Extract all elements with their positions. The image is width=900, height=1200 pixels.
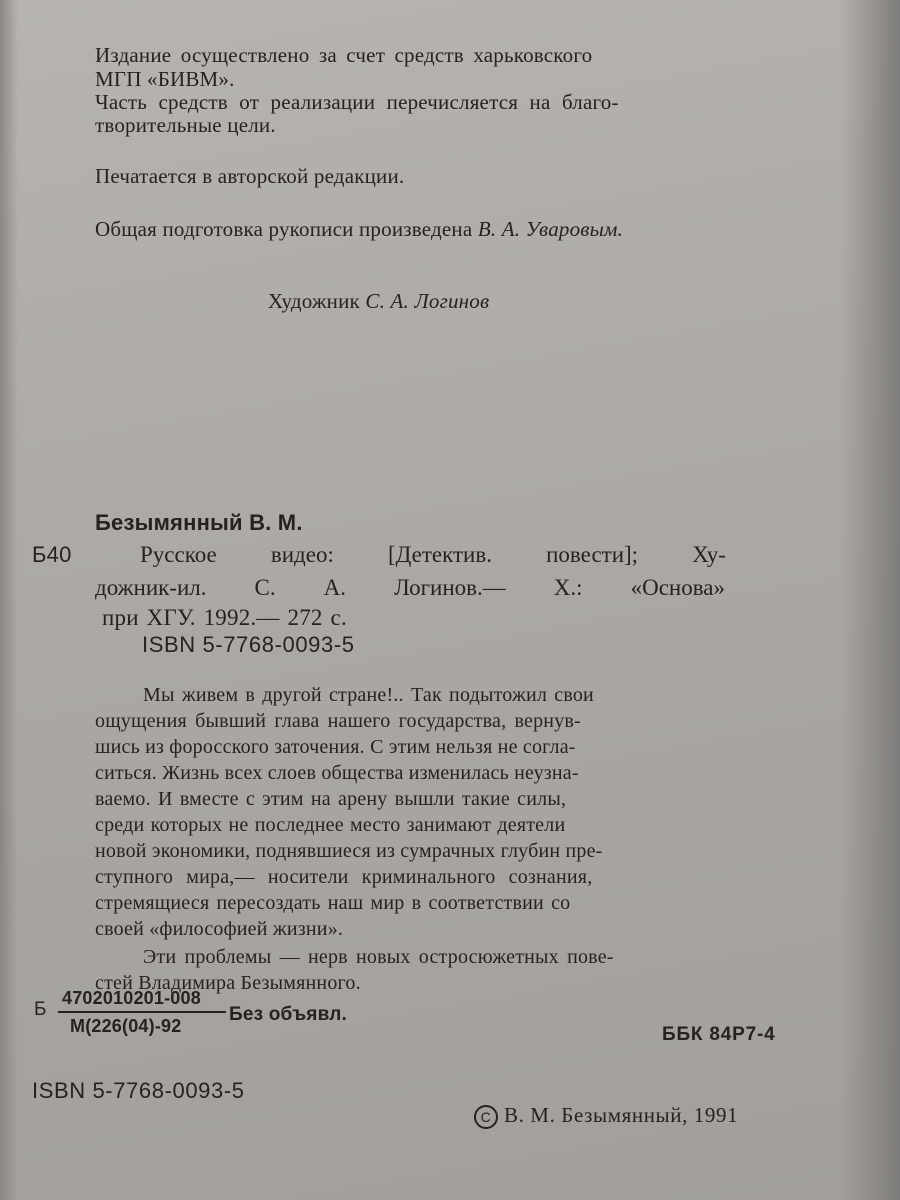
funding-line-1: Издание осуществлено за счет средств харьковского <box>95 43 593 67</box>
annotation-line: ваемо. И вместе с этим на арену вышли такие силы, <box>95 788 567 810</box>
copyright-line <box>474 1102 738 1129</box>
catalog-line-1-word: [Детектив. <box>388 542 492 567</box>
catalog-author: Безымянный В. М. <box>95 510 303 535</box>
annotation-line: своей «философией жизни». <box>95 918 344 940</box>
annotation-line: ступного мира,— носители криминального сознания, <box>95 866 593 888</box>
footer-denominator: М(226(04)-92 <box>70 1016 182 1036</box>
artist-label: Художник <box>268 289 360 313</box>
annotation-line: Мы живем в другой стране!.. Так подытожил свои <box>143 684 594 706</box>
catalog-line-1-word: повести]; <box>546 542 639 567</box>
footer-letter: Б <box>34 999 47 1020</box>
annotation-line: ситься. Жизнь всех слоев общества изменилась неузна- <box>95 762 579 784</box>
catalog-line-1-word: Ху- <box>692 542 726 567</box>
charity-line-2: творительные цели. <box>95 113 276 137</box>
catalog-index: Б40 <box>32 542 72 567</box>
footer-no-ad: Без объявл. <box>229 1004 347 1025</box>
footer-isbn: ISBN 5-7768-0093-5 <box>32 1078 245 1103</box>
copyright-text: В. М. Безымянный, 1991 <box>504 1103 739 1127</box>
annotation-line: стремящиеся пересоздать наш мир в соответствии со <box>95 892 571 914</box>
annotation-line: Эти проблемы — нерв новых остросюжетных пове- <box>143 946 614 968</box>
charity-line-1: Часть средств от реализации перечисляется на благо- <box>95 90 619 114</box>
annotation-line: шись из форосского заточения. С этим нельзя не согла- <box>95 736 576 758</box>
manuscript-prep-line <box>95 216 623 242</box>
catalog-line-1 <box>140 542 726 568</box>
annotation-line: новой экономики, поднявшиеся из сумрачных глубин пре- <box>95 840 603 862</box>
catalog-line-2-word: «Основа» <box>630 575 725 600</box>
artist-credit <box>268 288 489 314</box>
page-right-shadow <box>840 0 900 1200</box>
footer-numerator: 4702010201-008 <box>62 988 201 1008</box>
copyright-icon: C <box>474 1105 498 1129</box>
catalog-line-2 <box>95 575 725 601</box>
catalog-line-3: при ХГУ. 1992.— 272 с. <box>102 605 347 630</box>
catalog-line-2-word: Логинов.— <box>394 575 506 600</box>
editorial-note: Печатается в авторской редакции. <box>95 164 405 188</box>
catalog-line-2-word: А. <box>323 575 347 600</box>
funding-line-2: МГП «БИВМ». <box>95 67 235 91</box>
catalog-line-1-word: видео: <box>270 542 334 567</box>
catalog-line-1-word: Русское <box>140 542 217 567</box>
catalog-isbn: ISBN 5-7768-0093-5 <box>142 632 355 657</box>
catalog-line-2-word: дожник-ил. <box>95 575 207 600</box>
manuscript-prep-prefix: Общая подготовка рукописи произведена <box>95 217 473 241</box>
annotation-line: ощущения бывший глава нашего государства, вернув- <box>95 710 581 732</box>
annotation-line: стей Владимира Безымянного. <box>95 972 361 994</box>
manuscript-prep-name: В. А. Уваровым. <box>477 217 624 241</box>
artist-name: С. А. Логинов <box>365 289 490 313</box>
page-left-shadow <box>0 0 18 1200</box>
annotation-line: среди которых не последнее место занимают деятели <box>95 814 566 836</box>
footer-bbk: ББК 84Р7-4 <box>662 1024 776 1045</box>
catalog-line-2-word: С. <box>254 575 276 600</box>
catalog-line-2-word: Х.: <box>553 575 583 600</box>
